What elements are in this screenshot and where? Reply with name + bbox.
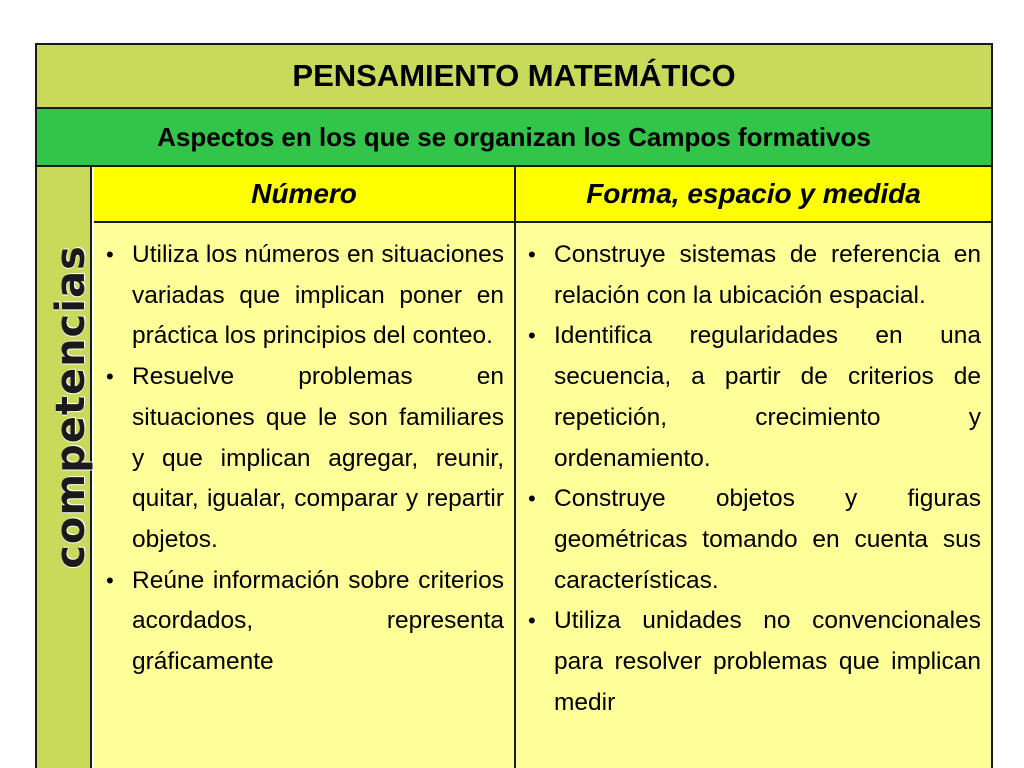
side-label: competencias (48, 245, 94, 569)
table-subtitle: Aspectos en los que se organizan los Campos formativos (37, 109, 991, 167)
list-item (104, 235, 504, 357)
list-item-text: Construye objetos y figuras geométricas tomando en cuenta sus características. (554, 485, 981, 594)
column-body-numero (94, 223, 516, 768)
list-item (526, 235, 981, 316)
bullet-icon: • (528, 242, 536, 267)
list-item-text: Utiliza unidades no convencionales para resolver problemas que implican medir (554, 607, 981, 716)
bullet-icon: • (106, 242, 114, 267)
table-title: PENSAMIENTO MATEMÁTICO (37, 45, 991, 109)
side-column (37, 167, 92, 768)
list-item (104, 357, 504, 561)
competencies-table (35, 43, 993, 768)
list-item (104, 561, 504, 683)
bullet-icon: • (528, 608, 536, 634)
list-item-text: Identifica regularidades en una secuencia, a partir de criterios de repetición, crecimiento y ordenamiento. (554, 322, 981, 472)
column-header-numero: Número (94, 167, 516, 223)
list-item (526, 316, 981, 479)
list-item-text: Reúne información sobre criterios acordados, representa gráficamente (132, 566, 504, 676)
column-body-forma (516, 223, 991, 768)
list-item (526, 601, 981, 723)
column-header-forma: Forma, espacio y medida (516, 167, 991, 223)
bullet-icon: • (106, 567, 114, 593)
list-item-text: Resuelve problemas en situaciones que le son familiares y que implican agregar, reunir, quitar, igualar, comparar y repartir objetos. (132, 363, 504, 553)
list-item-text: Construye sistemas de referencia en relación con la ubicación espacial. (554, 241, 981, 309)
bullet-icon: • (106, 364, 114, 390)
list-item (526, 479, 981, 601)
bullet-icon: • (528, 486, 536, 512)
list-item-text: Utiliza los números en situaciones variadas que implican poner en práctica los principios del conteo. (132, 241, 504, 350)
bullet-icon: • (528, 323, 536, 349)
